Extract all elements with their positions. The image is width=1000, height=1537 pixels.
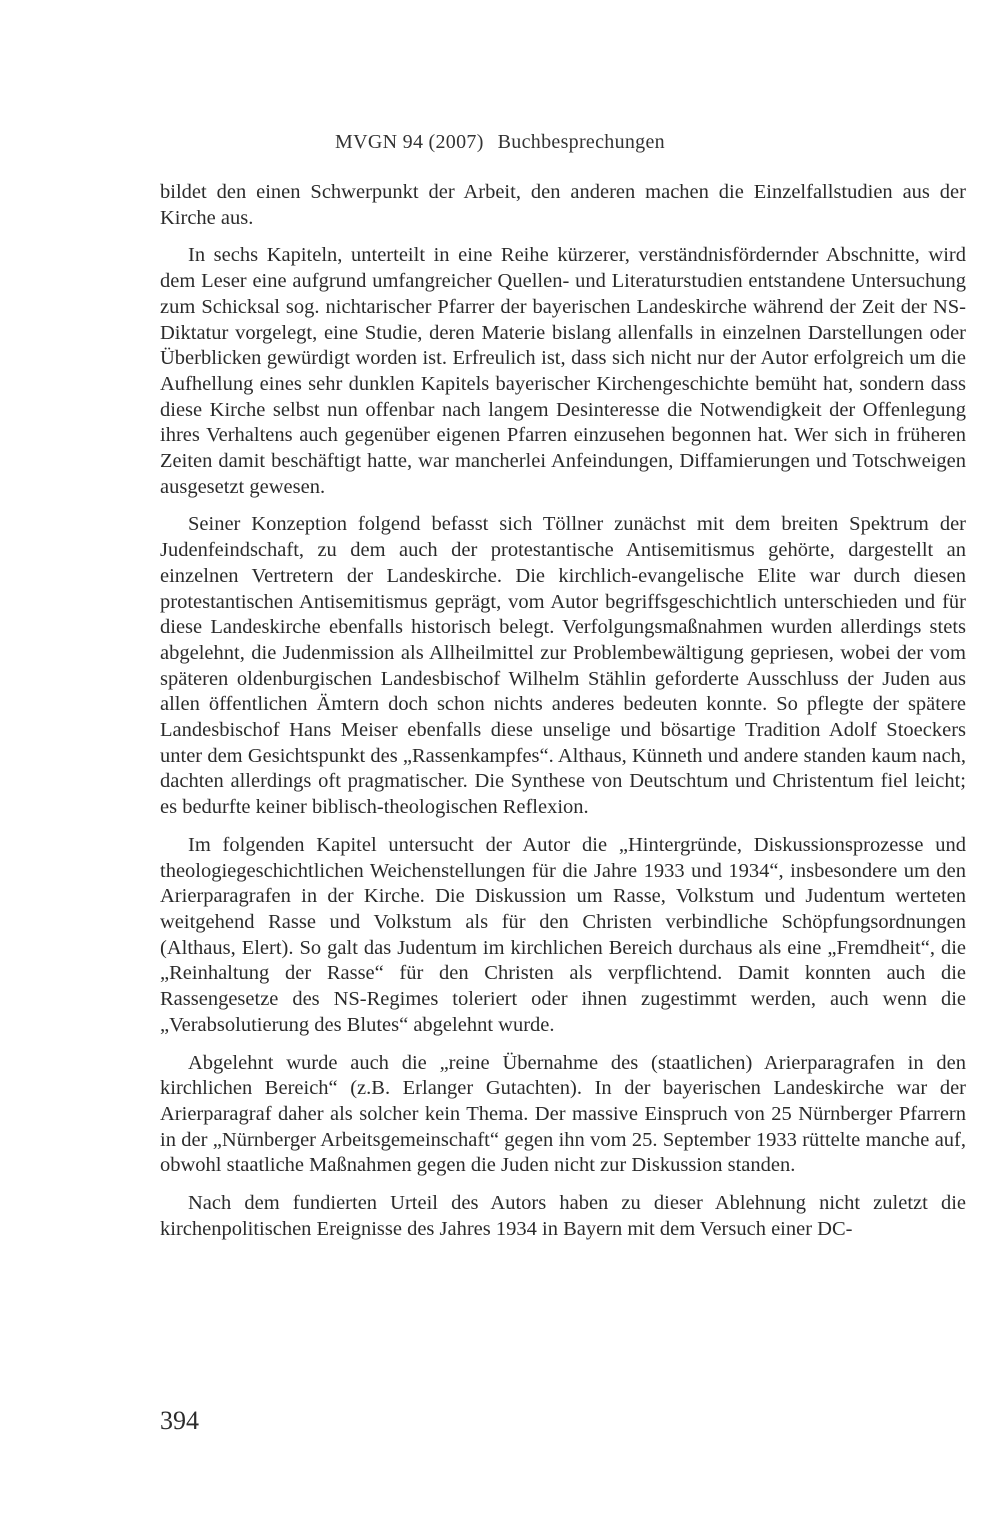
page-number: 394: [160, 1406, 199, 1435]
body-text: [160, 180, 966, 1254]
paragraph-4: Im folgenden Kapitel untersucht der Autor die „Hintergründe, Diskussionsprozesse und theologiegeschichtlichen Weichenstellungen für die Jahre 1933 und 1934“, insbesondere um den Arierparagrafen in der Kirche. Die Diskussion um Rasse, Volkstum und Judentum werteten weitgehend Rasse und Volkstum als für den Christen verbindliche Schöpfungsordnungen (Althaus, Elert). So galt das Judentum im kirchlichen Bereich durchaus als eine „Fremdheit“, die „Reinhaltung der Rasse“ für den Christen als verpflichtend. Damit konnten auch die Rassengesetze des NS-Regimes toleriert oder ihnen zugestimmt werden, auch wenn die „Verabsolutierung des Blutes“ abgelehnt wurde.: [160, 833, 966, 1036]
paragraph-1: bildet den einen Schwerpunkt der Arbeit, den anderen machen die Einzelfallstudien aus der Kirche aus.: [160, 181, 966, 229]
journal-reference: MVGN 94 (2007): [335, 131, 484, 153]
paragraph-3: Seiner Konzeption folgend befasst sich Töllner zunächst mit dem breiten Spektrum der Judenfeindschaft, zu dem auch der protestantische Antisemitismus gehörte, dargestellt an einzelnen Vertretern der Landeskirche. Die kirchlich-evangelische Elite war durch diesen protestantischen Antisemitismus geprägt, vom Autor begriffsgeschichtlich unterschieden und für diese Landeskirche ebenfalls historisch belegt. Verfolgungsmaßnahmen wurden allerdings stets abgelehnt, die Judenmission als Allheilmittel zur Problembewältigung gepriesen, wobei der vom späteren oldenburgischen Landesbischof Wilhelm Stählin geforderte Ausschluss der Juden aus allen öffentlichen Ämtern doch schon nichts anderes bedeuten konnte. So pflegte der spätere Landesbischof Hans Meiser ebenfalls diese unselige und bösartige Tradition Adolf Stoeckers unter dem Gesichtspunkt des „Rassenkampfes“. Althaus, Künneth und andere standen kaum nach, dachten allerdings oft pragmatischer. Die Synthese von Deutschtum und Christentum fiel leicht; es bedurfte keiner biblisch-theologischen Reflexion.: [160, 513, 966, 819]
paragraph-2: In sechs Kapiteln, unterteilt in eine Reihe kürzerer, verständnisfördernder Abschnitte, wird dem Leser eine aufgrund umfangreicher Quellen- und Literaturstudien entstandene Untersuchung zum Schicksal sog. nichtarischer Pfarrer der bayerischen Landeskirche während der Zeit der NS-Diktatur vorgelegt, eine Studie, deren Materie bislang allenfalls in einzelnen Darstellungen oder Überblicken gewürdigt worden ist. Erfreulich ist, dass sich nicht nur der Autor erfolgreich um die Aufhellung eines sehr dunklen Kapitels bayerischer Kirchengeschichte bemüht hat, sondern dass diese Kirche selbst nun offenbar nach langem Desinteresse die Notwendigkeit der Offenlegung ihres Verhaltens auch gegenüber eigenen Pfarren einzusehen begonnen hat. Wer sich in früheren Zeiten damit beschäftigt hatte, war mancherlei Anfeindungen, Diffamierungen und Totschweigen ausgesetzt gewesen.: [160, 244, 966, 498]
paragraph-6: Nach dem fundierten Urteil des Autors haben zu dieser Ablehnung nicht zuletzt die kirchenpolitischen Ereignisse des Jahres 1934 in Bayern mit dem Versuch einer DC-: [160, 1192, 966, 1240]
section-title: Buchbesprechungen: [497, 131, 665, 153]
paragraph-5: Abgelehnt wurde auch die „reine Übernahme des (staatlichen) Arierparagrafen in den kirchlichen Bereich“ (z.B. Erlanger Gutachten). In der bayerischen Landeskirche war der Arierparagraf daher als solcher kein Thema. Der massive Einspruch von 25 Nürnberger Pfarrern in der „Nürnberger Arbeitsgemeinschaft“ gegen ihn vom 25. September 1933 rüttelte manche auf, obwohl staatliche Maßnahmen gegen die Juden nicht zur Diskussion standen.: [160, 1051, 966, 1177]
running-head: [0, 131, 1000, 154]
